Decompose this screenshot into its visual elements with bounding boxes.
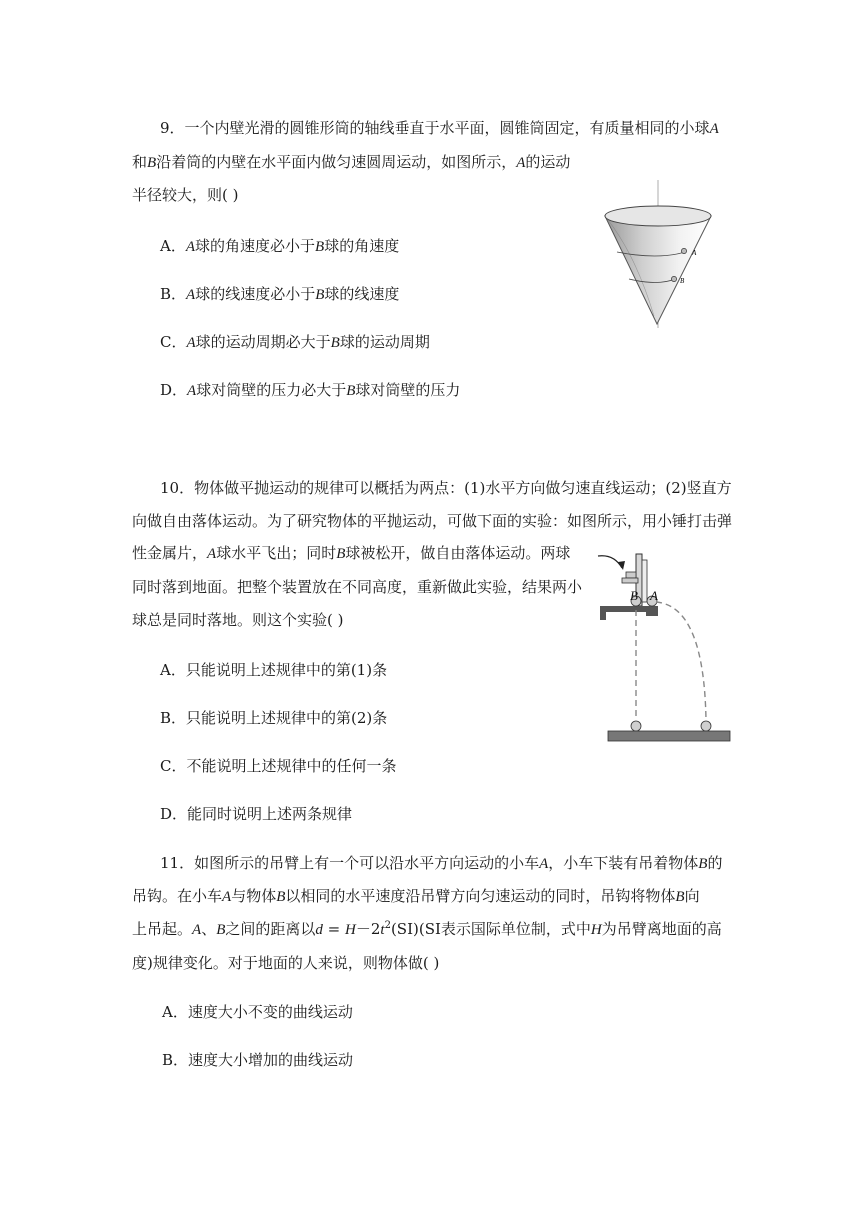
- cone-rim: [605, 206, 711, 226]
- q9-line-1-text: 9．一个内壁光滑的圆锥形筒的轴线垂直于水平面，圆锥筒固定，有质量相同的小球: [160, 119, 710, 137]
- q11-line-3-mid: 之间的距离以: [225, 920, 316, 938]
- q9-line-1: [160, 118, 719, 139]
- option-end: 球对筒壁的压力: [355, 381, 461, 399]
- q9-option-b[interactable]: [160, 284, 399, 305]
- hammer-arm: [622, 578, 638, 583]
- q9-line-3-text: 半径较大，则( ): [132, 186, 239, 204]
- q10-option-d[interactable]: D．能同时说明上述两条规律: [160, 805, 353, 823]
- q11-line-3-var-b: B: [216, 922, 226, 938]
- option-end: 球的线速度: [324, 285, 400, 303]
- q9-var-b: B: [147, 155, 157, 171]
- q10-line-3-mid: 球水平飞出；同时: [216, 544, 337, 562]
- q9-line-2-pre: 和: [132, 153, 148, 171]
- q11-line-3-end: 为吊臂离地面的高: [601, 920, 722, 938]
- q11-line-3-pre: 上吊起。: [132, 920, 193, 938]
- q10-option-c[interactable]: C．不能说明上述规律中的任何一条: [160, 757, 397, 775]
- q9-option-d[interactable]: [160, 380, 460, 401]
- projectile-apparatus-figure: [592, 548, 732, 748]
- ball-b-landed: [631, 721, 641, 731]
- q9-var-a: A: [709, 121, 719, 137]
- cone-label-b: B: [680, 277, 685, 285]
- q10-line-1-text: 10．物体做平抛运动的规律可以概括为两点：(1)水平方向做匀速直线运动；(2)竖直方: [160, 479, 732, 497]
- q10-var-b: B: [336, 546, 346, 562]
- q10-line-3: [132, 543, 570, 564]
- formula-t: t: [380, 922, 385, 938]
- arrow-head-icon: [618, 561, 625, 570]
- q11-line-2-var-b2: B: [675, 889, 685, 905]
- q11-line-2-var-b: B: [276, 889, 286, 905]
- projectile-path: [656, 602, 706, 720]
- q9-line-2-post: 沿着筒的内壁在水平面内做匀速圆周运动，如图所示，: [156, 153, 517, 171]
- formula-eq: =: [322, 920, 345, 938]
- q11-line-2-end: 向: [684, 887, 700, 905]
- q11-line-2-var-a: A: [222, 889, 232, 905]
- option-label: A．: [160, 237, 186, 255]
- q10-line-2: [132, 511, 732, 531]
- q11-line-1: [160, 853, 722, 874]
- ball-a-landed: [701, 721, 711, 731]
- option-var-x: A: [186, 335, 196, 351]
- q9-line-3: [132, 185, 238, 205]
- q11-line-3-var-h: H: [590, 922, 602, 938]
- q11-line-3: [132, 919, 722, 940]
- hammer: [626, 572, 636, 578]
- q11-line-1-mid: ，小车下装有吊着物体: [548, 854, 699, 872]
- option-end: 球的角速度: [324, 237, 400, 255]
- q9-option-c[interactable]: [160, 332, 430, 353]
- option-label: B．: [160, 285, 187, 303]
- option-var-y: B: [315, 239, 325, 255]
- apparatus-label-a: A: [650, 588, 658, 603]
- cone-figure: [596, 176, 720, 332]
- q10-var-a: A: [207, 546, 217, 562]
- metal-plate: [642, 560, 647, 602]
- ball-b: [671, 276, 676, 281]
- option-mid: 球的线速度必小于: [195, 285, 316, 303]
- q11-option-a[interactable]: A．速度大小不变的曲线运动: [162, 1003, 353, 1021]
- option-end: 球的运动周期: [339, 333, 430, 351]
- q10-line-1: [160, 478, 732, 498]
- q11-line-4: [132, 953, 439, 973]
- option-label: C．: [160, 333, 187, 351]
- q11-option-b[interactable]: B．速度大小增加的曲线运动: [162, 1051, 354, 1069]
- cone-body: [605, 216, 711, 324]
- q10-line-3-pre: 性金属片，: [132, 544, 208, 562]
- q10-option-a[interactable]: A．只能说明上述规律中的第(1)条: [160, 661, 388, 679]
- q11-line-1-pre: 11．如图所示的吊臂上有一个可以沿水平方向运动的小车: [160, 854, 540, 872]
- q11-line-1-end: 的: [707, 854, 723, 872]
- option-mid: 球对筒壁的压力必大于: [196, 381, 347, 399]
- formula-exponent: 2: [384, 920, 391, 931]
- q11-line-2-mid2: 以相同的水平速度沿吊臂方向匀速运动的同时，吊钩将物体: [285, 887, 676, 905]
- formula: [315, 920, 591, 938]
- option-mid: 球的运动周期必大于: [195, 333, 331, 351]
- q9-option-a[interactable]: [160, 236, 399, 257]
- q11-line-4-text: 度)规律变化。对于地面的人来说，则物体做( ): [132, 954, 440, 972]
- formula-si: (SI)(SI表示国际单位制，式中: [390, 920, 591, 938]
- formula-d: d: [315, 922, 323, 938]
- option-var-x: A: [187, 383, 197, 399]
- q10-line-5-text: 球总是同时落地。则这个实验( ): [132, 611, 344, 629]
- option-label: D．: [160, 381, 188, 399]
- q11-line-3-sep: 、: [201, 920, 217, 938]
- q10-line-4-text: 同时落到地面。把整个装置放在不同高度，重新做此实验，结果两小: [132, 578, 583, 596]
- q9-line-2-end: 的运动: [525, 153, 571, 171]
- option-var-y: B: [315, 287, 325, 303]
- q11-line-2-pre: 吊钩。在小车: [132, 887, 223, 905]
- ball-a: [681, 248, 686, 253]
- formula-rest: －2: [355, 920, 381, 938]
- base-right: [646, 606, 658, 616]
- formula-h: H: [345, 922, 356, 938]
- q11-line-2: [132, 886, 700, 907]
- q10-line-5: [132, 610, 343, 630]
- option-mid: 球的角速度必小于: [195, 237, 316, 255]
- q11-line-1-var-b: B: [698, 856, 708, 872]
- option-var-x: A: [186, 287, 196, 303]
- q9-line-2-var-a: A: [516, 155, 526, 171]
- cone-label-a: A: [692, 249, 697, 257]
- option-var-y: B: [330, 335, 340, 351]
- option-var-y: B: [346, 383, 356, 399]
- q10-line-3-end: 球被松开，做自由落体运动。两球: [345, 544, 571, 562]
- q10-line-4: [132, 577, 582, 597]
- base-left: [600, 606, 646, 620]
- q11-line-3-var-a: A: [192, 922, 202, 938]
- option-var-x: A: [185, 239, 196, 255]
- apparatus-label-b: B: [630, 588, 638, 603]
- q10-option-b[interactable]: B．只能说明上述规律中的第(2)条: [160, 709, 388, 727]
- q9-line-2: [132, 152, 570, 173]
- q11-line-2-mid: 与物体: [231, 887, 277, 905]
- ground: [608, 731, 730, 741]
- q11-line-1-var-a: A: [539, 856, 549, 872]
- q10-line-2-text: 向做自由落体运动。为了研究物体的平抛运动，可做下面的实验：如图所示，用小锤打击弹: [132, 512, 733, 530]
- strike-arrow: [598, 556, 622, 568]
